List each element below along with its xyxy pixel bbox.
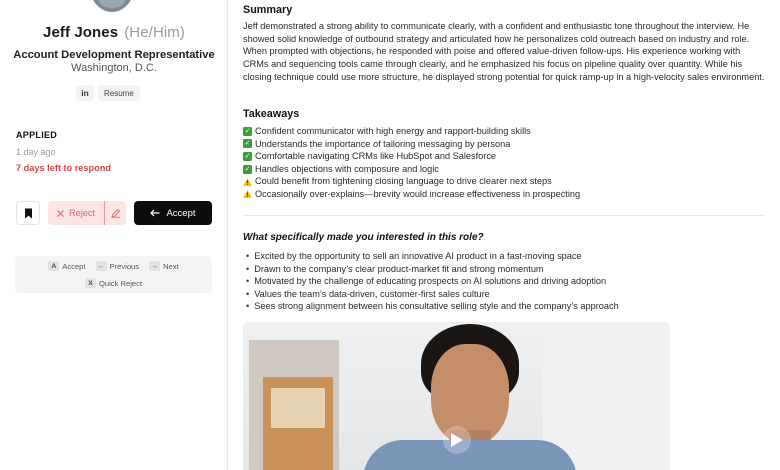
bookmark-button[interactable] — [16, 201, 40, 225]
list-item — [243, 188, 580, 201]
accept-button[interactable] — [134, 201, 212, 225]
candidate-name: Jeff Jones — [43, 24, 119, 41]
candidate-role: Account Development Representative — [13, 49, 215, 61]
linkedin-icon[interactable]: in — [76, 85, 94, 101]
candidate-sidebar — [0, 0, 228, 470]
shortcut-label: Quick Reject — [98, 278, 143, 288]
takeaways-list — [243, 125, 580, 201]
takeaway-text: Occasionally over-explains—brevity would increase effectiveness in prospecting — [255, 188, 581, 199]
checkmark-icon: ✓ — [244, 127, 251, 135]
avatar — [90, 0, 134, 12]
summary-heading: Summary — [243, 4, 293, 16]
list-item — [243, 163, 580, 176]
video-shelf-inner-decor — [271, 388, 325, 428]
play-icon — [450, 432, 464, 448]
candidate-details — [228, 0, 780, 470]
bookmark-icon — [24, 208, 33, 219]
question-heading: What specifically made you interested in this role? — [243, 232, 484, 243]
profile-links — [76, 85, 140, 101]
takeaways-heading: Takeaways — [243, 108, 300, 120]
answer-bullets — [246, 250, 619, 313]
interview-video[interactable] — [243, 322, 670, 470]
takeaway-text: Handles objections with composure and logic — [255, 163, 439, 174]
edit-reject-button[interactable] — [104, 201, 126, 225]
resume-link[interactable]: Resume — [98, 85, 140, 101]
edit-icon — [111, 208, 121, 218]
warning-icon — [243, 190, 252, 199]
accept-label: Accept — [166, 207, 196, 219]
checkmark-icon: ✓ — [244, 140, 251, 148]
play-button[interactable] — [443, 426, 471, 454]
applied-time: 1 day ago — [16, 147, 56, 157]
list-item — [243, 138, 580, 151]
shortcut-label: Next — [163, 261, 179, 271]
warning-icon — [243, 177, 252, 186]
shortcut-next — [149, 261, 179, 271]
reject-button[interactable] — [48, 201, 104, 225]
takeaway-text: Confident communicator with high energy and rapport-building skills — [255, 126, 531, 136]
list-item: • Values the team’s data-driven, customer-first sales culture — [246, 288, 619, 301]
arrow-left-icon — [150, 209, 160, 217]
candidate-location: Washington, D.C. — [71, 62, 157, 74]
shortcut-key: X — [85, 278, 96, 288]
list-item: • Drawn to the company’s clear product-market fit and strong momentum — [246, 263, 619, 276]
status-label: APPLIED — [16, 130, 58, 140]
reject-label: Reject — [68, 208, 96, 218]
shortcut-accept — [48, 261, 85, 271]
video-wall-decor — [543, 322, 670, 470]
list-item: • Sees strong alignment between his consultative selling style and the company’s approach — [246, 300, 619, 313]
candidate-pronouns: (He/Him) — [124, 24, 185, 41]
candidate-name-row — [0, 24, 228, 41]
list-item: • Motivated by the challenge of educating prospects on AI solutions and driving adoption — [246, 275, 619, 288]
response-deadline: 7 days left to respond — [16, 163, 111, 173]
video-person-face — [431, 344, 509, 444]
list-item — [243, 175, 580, 188]
shortcut-quick-reject — [85, 278, 142, 288]
list-item — [243, 125, 580, 138]
takeaway-text: Understands the importance of tailoring messaging by persona — [255, 138, 511, 149]
list-item: • Excited by the opportunity to sell an innovative AI product in a fast-moving space — [246, 250, 619, 263]
section-divider — [243, 215, 765, 216]
checkmark-icon: ✓ — [244, 152, 251, 160]
shortcut-key: → — [149, 261, 160, 271]
summary-text: Jeff demonstrated a strong ability to communicate clearly, with a confident and enthusiastic tone throughout the interview. He showed solid knowledge of outbound strategy and articulated how he personalizes cold outreach based on industry and role. When prompted with objections, he responded with poise and offered value-driven follow-ups. His experience working with CRMs and sequencing tools came through clearly, and he emphasized his focus on pipeline quality over quantity. While his closing technique could use more structure, he displayed strong potential for quick ramp-up in a high-velocity sales environment. — [243, 21, 765, 82]
list-item — [243, 150, 580, 163]
checkmark-icon: ✓ — [244, 165, 251, 173]
keyboard-shortcuts — [15, 256, 212, 293]
shortcut-label: Previous — [109, 261, 140, 271]
shortcut-label: Accept — [62, 261, 86, 271]
shortcut-key: ← — [96, 261, 107, 271]
close-icon — [57, 210, 64, 217]
shortcut-previous — [96, 261, 140, 271]
takeaway-text: Comfortable navigating CRMs like HubSpot and Salesforce — [255, 151, 497, 162]
takeaway-text: Could benefit from tightening closing language to drive clearer next steps — [255, 176, 552, 187]
shortcut-key: A — [48, 261, 59, 271]
